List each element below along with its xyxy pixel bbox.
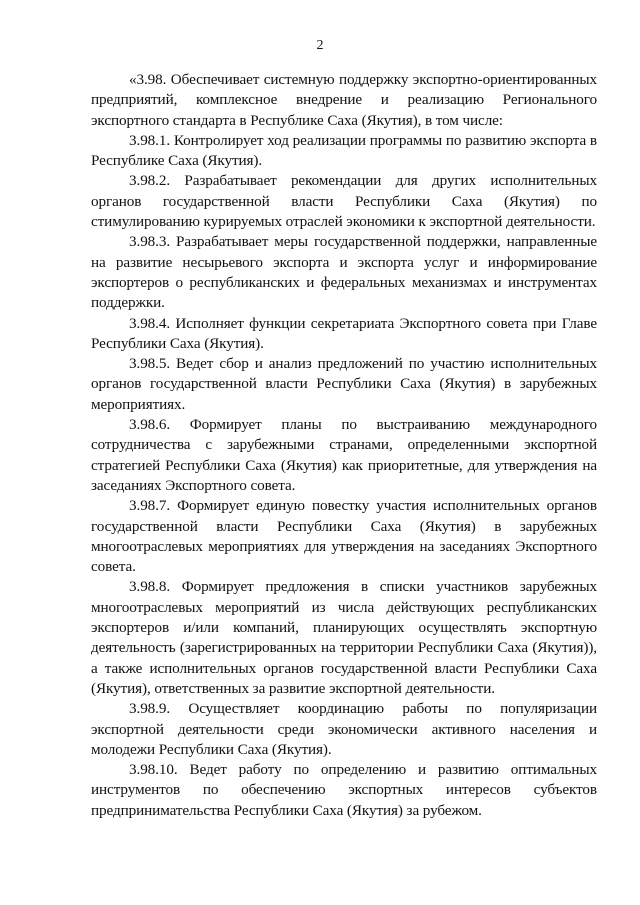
paragraph-3-98-2: 3.98.2. Разрабатывает рекомендации для других исполнительных органов государственной власти Республики Саха (Якутия) по стимулированию курируемых отраслей экономики к экспортной деятельности. (91, 172, 597, 231)
paragraph-3-98-8: 3.98.8. Формирует предложения в списки участников зарубежных многоотраслевых мероприятий из числа действующих республиканских экспортеров и/или компаний, планирующих осуществлять экспортную деятельность (зарегистрированных на территории Республики Саха (Якутия)), а также исполнительных органов государственной власти Республики Саха (Якутия), ответственных за развитие экспортной деятельности. (91, 578, 597, 697)
paragraph-3-98-6: 3.98.6. Формирует планы по выстраиванию международного сотрудничества с зарубежными странами, определенными экспортной стратегией Республики Саха (Якутия) как приоритетные, для утверждения на заседаниях Экспортного совета. (91, 416, 597, 494)
page-number: 2 (316, 38, 324, 53)
paragraph-3-98-10: 3.98.10. Ведет работу по определению и развитию оптимальных инструментов по обеспечению экспортных интересов субъектов предпринимательства Республики Саха (Якутия) за рубежом. (91, 761, 597, 819)
paragraph-3-98: «3.98. Обеспечивает системную поддержку экспортно-ориентированных предприятий, комплексное внедрение и реализацию Регионального экспортного стандарта в Республике Саха (Якутия), в том числе: (91, 71, 597, 129)
paragraph-3-98-1: 3.98.1. Контролирует ход реализации программы по развитию экспорта в Республике Саха (Якутия). (91, 131, 597, 170)
paragraph-3-98-9: 3.98.9. Осуществляет координацию работы по популяризации экспортной деятельности среди экономически активного населения и молодежи Республики Саха (Якутия). (91, 700, 597, 758)
paragraph-3-98-4: 3.98.4. Исполняет функции секретариата Экспортного совета при Главе Республики Саха (Якутия). (91, 314, 597, 352)
paragraph-3-98-3: 3.98.3. Разрабатывает меры государственной поддержки, направленные на развитие несырьевого экспорта и экспорта услуг и информирование экспортеров о республиканских и федеральных механизмах и инструментах поддержки. (91, 233, 597, 312)
paragraph-3-98-5: 3.98.5. Ведет сбор и анализ предложений по участию исполнительных органов государственной власти Республики Саха (Якутия) в зарубежных мероприятиях. (91, 355, 597, 413)
paragraph-3-98-7: 3.98.7. Формирует единую повестку участия исполнительных органов государственной власти Республики Саха (Якутия) в зарубежных многоотраслевых мероприятиях для утверждения на заседаниях Экспортного совета. (91, 497, 597, 576)
document-body (91, 70, 597, 821)
